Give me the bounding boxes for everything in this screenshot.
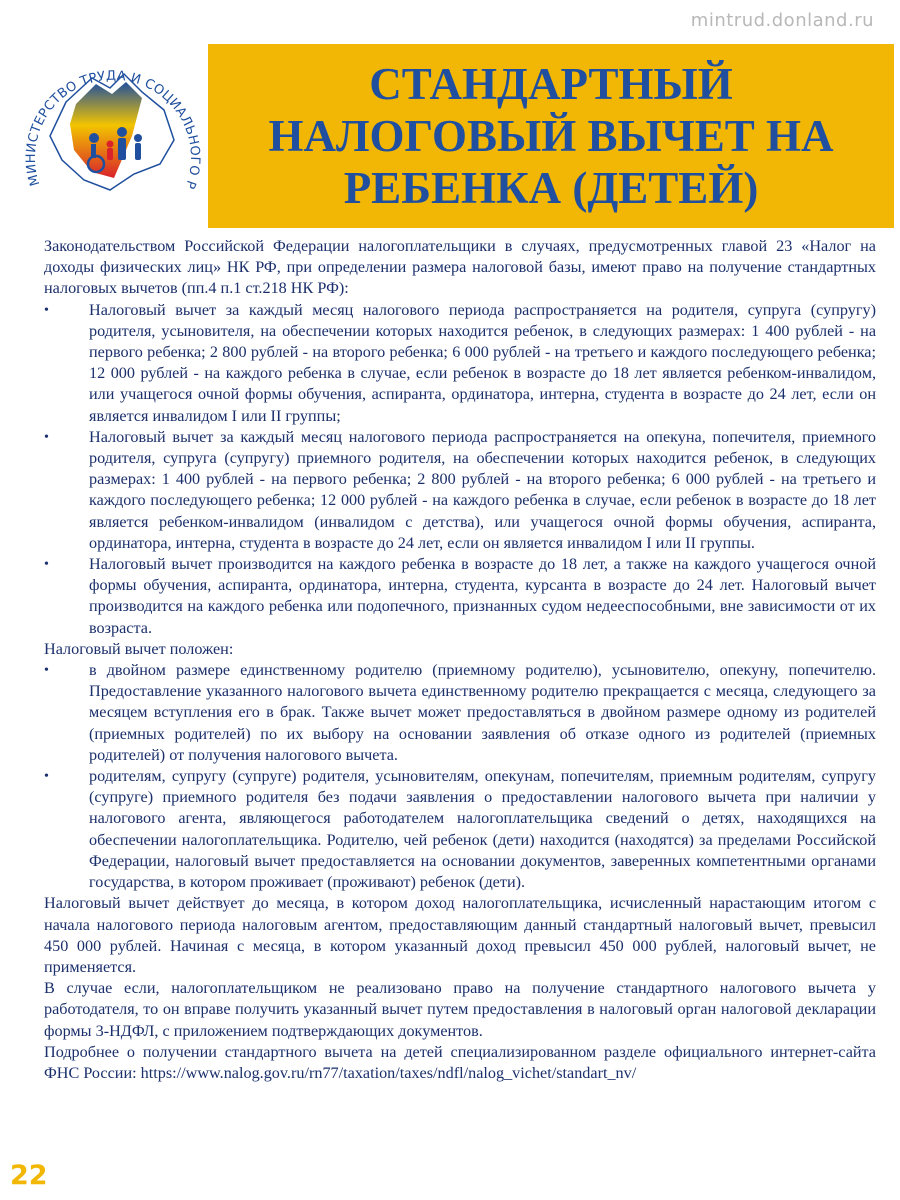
list-item bbox=[44, 660, 876, 766]
recipients-list bbox=[44, 300, 876, 639]
entitlement-list bbox=[44, 660, 876, 893]
page-title-line-1: СТАНДАРТНЫЙ bbox=[369, 59, 733, 109]
list-item-text: в двойном размере единственному родителю (приемному родителю), усыновителю, опекуну, попечителю. Предоставление указанного налогового вычета единственному родителю прекращается с месяца, следующего за месяцем вступления его в брак. Также вычет может предоставляться в двойном размере одному из родителей (приемных родителей) по их выбору на основании заявления об отказе одного из родителей (приемных родителей) от получения налогового вычета. bbox=[89, 661, 876, 764]
bullet-icon: • bbox=[44, 557, 49, 573]
subheading: Налоговый вычет положен: bbox=[44, 639, 234, 658]
site-url: mintrud.donland.ru bbox=[690, 10, 874, 31]
page-number: 22 bbox=[10, 1160, 48, 1191]
page-title-line-3: РЕБЕНКА (ДЕТЕЙ) bbox=[343, 163, 759, 213]
declaration-paragraph: В случае если, налогоплательщиком не реализовано право на получение стандартного налогового вычета у работодателя, то он вправе получить указанный вычет путем предоставления в налоговый орган налоговой декларации формы 3-НДФЛ, с приложением подтверждающих документов. bbox=[44, 979, 876, 1040]
bullet-icon: • bbox=[44, 302, 49, 318]
bullet-icon: • bbox=[44, 429, 49, 445]
intro-paragraph: Законодательством Российской Федерации налогоплательщики в случаях, предусмотренных главой 23 «Налог на доходы физических лиц» НК РФ, при определении размера налоговой базы, имеют право на получение стандартных налоговых вычетов (пп.4 п.1 ст.218 НК РФ): bbox=[44, 237, 876, 298]
list-item-text: Налоговый вычет производится на каждого ребенка в возрасте до 18 лет, а также на каждого учащегося очной формы обучения, аспиранта, ординатора, интерна, студента, курсанта в возрасте до 24 лет. Налоговый вычет производится на каждого ребенка или подопечного, признанных судом недееспособными, вне зависимости от их возраста. bbox=[89, 555, 876, 637]
list-item-text: Налоговый вычет за каждый месяц налогового периода распространяется на родителя, супруга (супругу) родителя, усыновителя, на обеспечении которых находится ребенок, в следующих размерах: 1 400 рублей - на первого ребенка; 2 800 рублей - на второго ребенка; 6 000 рублей - на третьего и каждого последующего ребенка; 12 000 рублей - на каждого ребенка в случае, если ребенок в возрасте до 18 лет является ребенком-инвалидом, или учащегося очной формы обучения, аспиранта, ординатора, интерна, студента в возрасте до 24 лет, если он является инвалидом I или II группы; bbox=[89, 300, 876, 425]
page-title-line-2: НАЛОГОВЫЙ ВЫЧЕТ НА bbox=[268, 111, 834, 161]
list-item bbox=[44, 554, 876, 639]
list-item-text: Налоговый вычет за каждый месяц налогового периода распространяется на опекуна, попечителя, приемного родителя, супруга (супругу) приемного родителя, на обеспечении которых находится ребенок, в следующих размерах: 1 400 рублей - на первого ребенка; 2 800 рублей - на второго ребенка; 6 000 рублей - на третьего и каждого последующего ребенка; 12 000 рублей - на каждого ребенка в случае, если ребенок в возрасте до 18 лет является ребенком-инвалидом (инвалидом с детства), или учащегося очной формы обучения, аспиранта, ординатора, интерна, студента в возрасте до 24 лет, если он является инвалидом I или II группы. bbox=[89, 427, 876, 552]
income-limit-paragraph: Налоговый вычет действует до месяца, в котором доход налогоплательщика, исчисленный нарастающим итогом с начала налогового периода налоговым агентом, предоставляющим данный стандартный налоговый вычет, превысил 450 000 рублей. Начиная с месяца, в котором указанный доход превысил 450 000 рублей, налоговый вычет, не применяется. bbox=[44, 894, 876, 976]
list-item-text: родителям, супругу (супруге) родителя, усыновителям, опекунам, попечителям, приемным родителям, супругу (супруге) приемного родителя без подачи заявления о предоставлении налогового вычета при наличии у налогового агента, являющегося работодателем налогоплательщика сведений о детях, находящихся на обеспечении налогоплательщика. Родителю, чей ребенок (дети) находится (находятся) за пределами Российской Федерации, налоговый вычет предоставляется на основании документов, заверенных компетентными органами государства, в котором проживает (проживают) ребенок (дети). bbox=[89, 767, 876, 892]
bullet-icon: • bbox=[44, 663, 49, 679]
title-banner bbox=[208, 44, 894, 228]
document-body bbox=[44, 236, 876, 1084]
more-info-paragraph: Подробнее о получении стандартного вычета на детей специализированном разделе официального интернет-сайта ФНС России: https://www.nalog.gov.ru/rn77/taxation/taxes/ndfl/nalog_vichet/standart_nv/ bbox=[44, 1042, 876, 1082]
list-item bbox=[44, 300, 876, 427]
list-item bbox=[44, 427, 876, 554]
ministry-logo bbox=[14, 40, 206, 230]
bullet-icon: • bbox=[44, 769, 49, 785]
logo-text: МИНИСТЕРСТВО ТРУДА И СОЦИАЛЬНОГО Р bbox=[23, 68, 203, 191]
list-item bbox=[44, 766, 876, 893]
